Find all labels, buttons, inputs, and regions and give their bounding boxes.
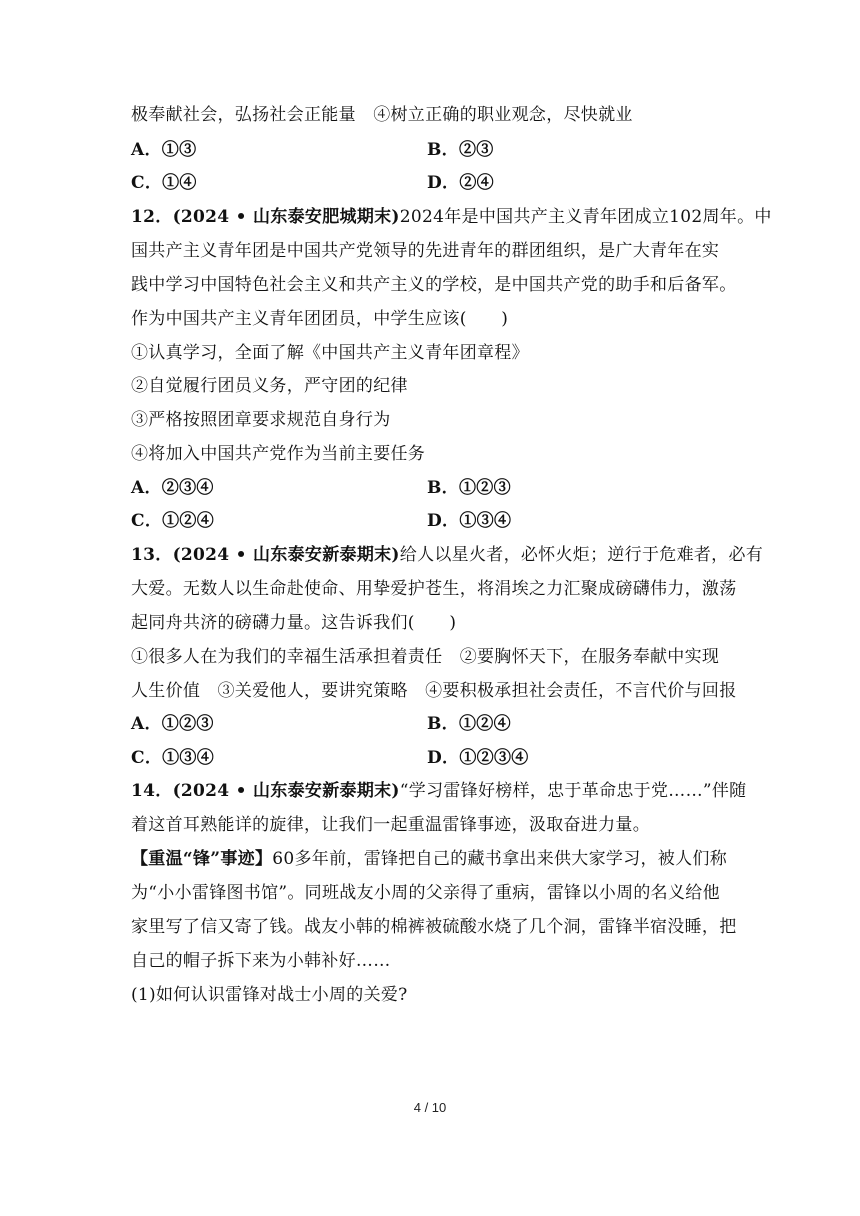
q13-options-row-2 (131, 747, 731, 769)
q12-stem-line-1 (131, 206, 772, 228)
q13-option-b: B．①②④ (427, 714, 511, 734)
q14-source: (2024 • 山东泰安新泰期末) (172, 781, 400, 801)
q14-stem-line-1 (131, 780, 747, 802)
q12-stem-line-2: 国共产主义青年团是中国共产党领导的先进青年的群团组织，是广大青年在实 (131, 241, 720, 261)
q12-options-row-1 (131, 477, 731, 499)
q14-number: 14． (131, 781, 173, 801)
q12-option-c: C．①②④ (131, 511, 215, 531)
q12-item-2: ②自觉履行团员义务，严守团的纪律 (131, 376, 408, 396)
q14-material-line-1 (131, 848, 731, 870)
q14-material-text-1: 60多年前，雷锋把自己的藏书拿出来供大家学习，被人们称 (272, 849, 727, 869)
page-number: 4 / 10 (413, 1100, 447, 1115)
q13-option-a: A．①②③ (131, 714, 214, 734)
q12-option-b: B．①②③ (427, 478, 511, 498)
q13-stem-line-1 (131, 544, 764, 566)
q12-item-3: ③严格按照团章要求规范自身行为 (131, 410, 391, 430)
q14-stem-line-2: 着这首耳熟能详的旋律，让我们一起重温雷锋事迹，汲取奋进力量。 (131, 815, 650, 835)
q11-options-row-2 (131, 172, 731, 194)
q11-tail-line: 极奉献社会，弘扬社会正能量 ④树立正确的职业观念，尽快就业 (131, 105, 633, 125)
q12-stem-line-3: 践中学习中国特色社会主义和共产主义的学校，是中国共产党的助手和后备军。 (131, 275, 737, 295)
q11-option-c: C．①④ (131, 173, 197, 193)
q14-material-line-2: 为“小小雷锋图书馆”。同班战友小周的父亲得了重病，雷锋以小周的名义给他 (131, 883, 720, 903)
q12-source: (2024 • 山东泰安肥城期末) (172, 207, 400, 227)
q12-item-1: ①认真学习，全面了解《中国共产主义青年团章程》 (131, 343, 529, 363)
q12-options-row-2 (131, 510, 731, 532)
q14-material-heading: 【重温“锋”事迹】 (131, 849, 273, 869)
q11-option-b: B．②③ (427, 140, 494, 160)
q13-source: (2024 • 山东泰安新泰期末) (172, 545, 400, 565)
q14-stem-text-1: “学习雷锋好榜样，忠于革命忠于党……”伴随 (399, 781, 747, 801)
q14-subquestion-1: (1)如何认识雷锋对战士小周的关爱? (131, 985, 408, 1005)
q13-items-line-1: ①很多人在为我们的幸福生活承担着责任 ②要胸怀天下，在服务奉献中实现 (131, 647, 720, 667)
q12-stem-text-1: 2024年是中国共产主义青年团成立102周年。中 (399, 207, 772, 227)
q13-stem-line-3: 起同舟共济的磅礴力量。这告诉我们( ) (131, 613, 457, 633)
q12-item-4: ④将加入中国共产党作为当前主要任务 (131, 444, 426, 464)
q13-items-line-2: 人生价值 ③关爱他人，要讲究策略 ④要积极承担社会责任，不言代价与回报 (131, 681, 737, 701)
q11-options-row-1 (131, 139, 731, 161)
q13-number: 13． (131, 545, 173, 565)
q13-stem-text-1: 给人以星火者，必怀火炬；逆行于危难者，必有 (399, 545, 764, 565)
q13-option-d: D．①②③④ (427, 748, 529, 768)
q14-material-line-3: 家里写了信又寄了钱。战友小韩的棉裤被硫酸水烧了几个洞，雷锋半宿没睡，把 (131, 917, 737, 937)
q12-stem-line-4: 作为中国共产主义青年团团员，中学生应该( ) (131, 309, 509, 329)
q12-number: 12． (131, 207, 173, 227)
q11-option-d: D．②④ (427, 173, 494, 193)
q13-options-row-1 (131, 713, 731, 735)
q12-option-d: D．①③④ (427, 511, 512, 531)
q11-option-a: A．①③ (131, 140, 197, 160)
q14-material-line-4: 自己的帽子拆下来为小韩补好…… (131, 951, 391, 971)
q13-stem-line-2: 大爱。无数人以生命赴使命、用挚爱护苍生，将涓埃之力汇聚成磅礴伟力，激荡 (131, 579, 737, 599)
q13-option-c: C．①③④ (131, 748, 215, 768)
q12-option-a: A．②③④ (131, 478, 214, 498)
